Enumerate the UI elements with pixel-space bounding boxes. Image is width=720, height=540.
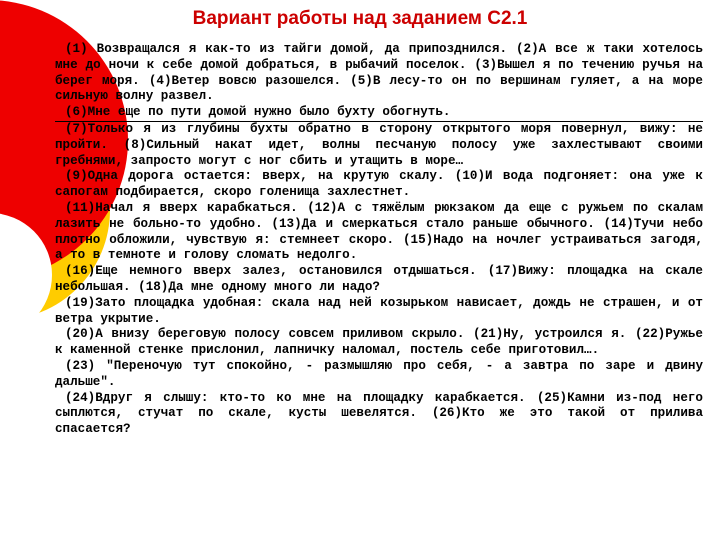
paragraph-2: (6)Мне еще по пути домой нужно было бухту обогнуть. — [55, 105, 703, 122]
paragraph-8: (20)А внизу береговую полосу совсем приливом скрыло. (21)Ну, устроился я. (22)Ружье к каменной стенке прислонил, лапничку наломал, постель себе приготовил…. — [55, 327, 703, 358]
paragraph-4: (9)Одна дорога остается: вверх, на крутую скалу. (10)И вода подгоняет: она уже к сапогам подбирается, скоро голенища захлестнет. — [55, 169, 703, 200]
paragraph-6: (16)Еще немного вверх залез, остановился отдышаться. (17)Вижу: площадка на скале небольшая. (18)Да мне одному много ли надо? — [55, 264, 703, 294]
paragraph-7: (19)Зато площадка удобная: скала над ней козырьком нависает, дождь не страшен, и от ветра укрытие. — [55, 295, 703, 326]
paragraph-3: (7)Только я из глубины бухты обратно в сторону открытого моря повернул, вижу: не пройти. (8)Сильный накат идет, волны песчаную полосу уже захлестывают своими гребнями, запросто могут с ног сбить и утащить в море… — [55, 121, 703, 168]
paragraph-10: (24)Вдруг я слышу: кто-то ко мне на площадку карабкается. (25)Камни из-под него сыплются, стучат по скале, кусты шевелятся. (26)Кто же это такой от прилива спасается? — [55, 390, 703, 437]
paragraph-9: (23) "Переночую тут спокойно, - размышляю про себя, - а завтра по заре и двину дальше". — [55, 358, 703, 389]
paragraph-5: (11)Начал я вверх карабкаться. (12)А с тяжёлым рюкзаком да еще с ружьем по скалам лазить не больно-то удобно. (13)Да и смеркаться стало раньше обычного. (14)Тучи небо плотно обложили, чувствую я: стемнеет скоро. (15)Надо на ночлег устраиваться загодя, а то в темноте и голову сломать недолго. — [55, 200, 703, 263]
slide-title: Вариант работы над заданием С2.1 — [192, 8, 528, 29]
text-body — [55, 42, 703, 438]
paragraph-1: (1) Возвращался я как-то из тайги домой, да припозднился. (2)А все ж таки хотелось мне до ночи к себе домой добраться, в рыбачий поселок. (3)Вышел я по течению ручья на берег моря. (4)Ветер вовсю разошелся. (5)В лесу-то он по вершинам гуляет, а на море сильную волну развел. — [55, 42, 703, 104]
